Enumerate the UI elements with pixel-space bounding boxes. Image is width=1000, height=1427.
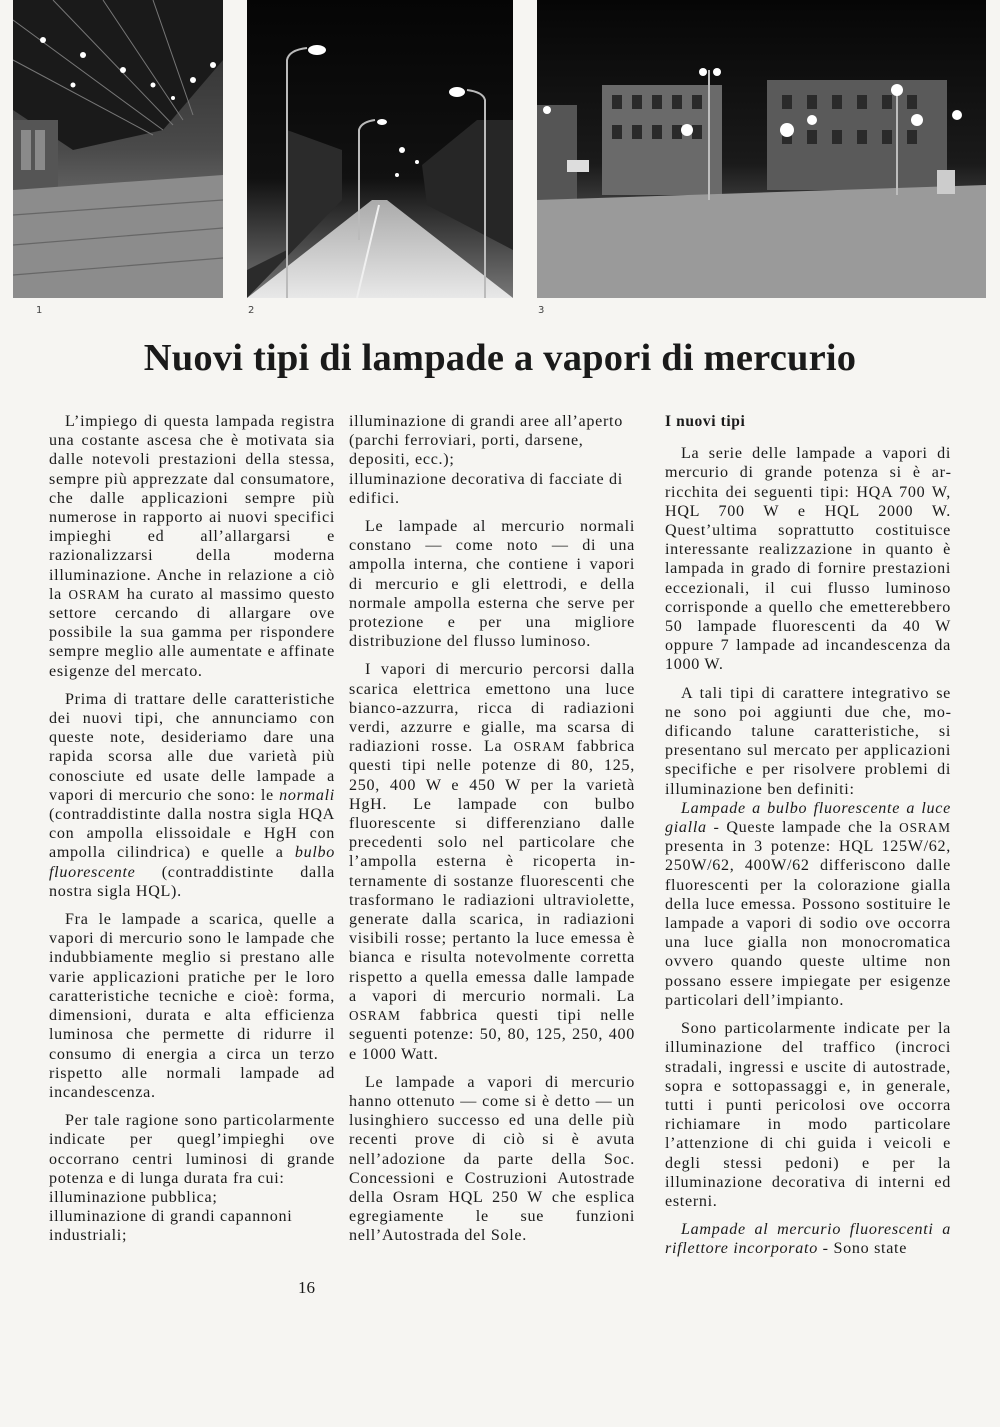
- page-number: 16: [298, 1278, 315, 1297]
- brand-name: OSRAM: [899, 820, 951, 836]
- article-title: Nuovi tipi di lampade a vapori di mercurio: [143, 337, 857, 379]
- paragraph: Le lampade a vapori di mercurio hanno ottenuto — come si è detto — un lusinghiero successo ed una delle più recenti prove di ciò si è avuta nell’adozione da parte della Soc. Concessioni e Costruzioni Autostrade della Osram HQL 250 W che esplica egregiamente le sue funzioni nell’Autostrada del Sole.: [349, 1073, 635, 1245]
- section-heading: I nuovi tipi: [665, 413, 746, 430]
- brand-name: OSRAM: [68, 586, 121, 602]
- paragraph: Prima di trattare delle caratteristiche dei nuovi tipi, che annunciamo con queste note, desideriamo dare una rapida scorsa alle due varietà più conosciute ed usate delle lampade a vapori di mercurio che sono: le normali (contraddistinte dalla nostra sigla HQA con ampolla elissoidale e HgH con ampolla cilindrica) e quelle a bulbo fluorescente (contraddistinte dalla nostra sigla HQL).: [49, 690, 335, 900]
- paragraph: Fra le lampade a scarica, quelle a vapori di mercurio sono le lampade che indubbiamente meglio si prestano alle varie applicazioni pratiche per le loro caratteristiche tecniche e cioè: forma, dimensioni, durata e alta efficienza luminosa che permette di ridurre il consumo di energia a circa un terzo rispetto alle normali lampade ad incandescenza.: [49, 911, 335, 1101]
- brand-name: OSRAM: [349, 1008, 401, 1024]
- paragraph: Sono particolarmente indicate per la illuminazione del traffico (incroci stradali, ingressi e uscite di autostrade, sopra e sottopassaggi e, in generale, tutti i punti pericolosi ove occorra richiamare in modo particolare l’attenzione di chi guida i veicoli e degli stessi pedoni) e per la illuminazione decorativa di interni ed esterni.: [665, 1020, 951, 1210]
- paragraph: Lampade a bulbo fluorescente a luce gialla - Queste lampade che la OSRAM presenta in 3 potenze: HQL 125W/62, 250W/62, 400W/62 differiscono dalle fluorescenti per la colorazione gialla della luce emessa. Possono sostituire le lampade a vapori di sodio ove occorra una luce gialla non monocromatica ovvero quando queste ultime non possano essere impiegate per esigenze particolari dell’impianto.: [665, 799, 951, 1009]
- list-item: illuminazione decorativa di facciate di edifici.: [349, 470, 623, 507]
- column-1: [49, 412, 335, 1246]
- paragraph: I vapori di mercurio percorsi dalla scarica elettrica emettono una luce bianco-azzurra, ricca di radiazioni verdi, azzurre e gialle, ma scarsa di radiazioni rosse. La OSRAM fabbrica questi tipi nelle potenze di 80, 125, 250, 400 W e 450 W per la varietà HgH. Le lampade con bulbo fluorescente si differenziano dalle precedenti solo nel particolare che l’ampolla esterna è ricoperta internamente di sostanze fluorescenti che trasformano le radiazioni ultraviolette, generate dalla scarica, in radiazioni visibili rosse; pertanto la luce emessa è bianca e risulta notevolmente corretta rispetto a quella emessa dalle lampade a vapori di mercurio normali. La OSRAM fabbrica questi tipi nelle seguenti potenze: 50, 80, 125, 250, 400 e 1000 Watt.: [349, 661, 635, 1063]
- photo-industrial-hall: [13, 0, 223, 298]
- list-item: illuminazione pubblica;: [49, 1188, 218, 1206]
- list-item: illuminazione di grandi capannoni industriali;: [49, 1208, 293, 1245]
- paragraph: Le lampade al mercurio normali constano — come noto — di una ampolla interna, che contiene i vapori di mercurio e gli elettrodi, e della normale ampolla esterna che serve per protezione e per una migliore distribuzione del flusso luminoso.: [349, 518, 635, 651]
- paragraph: Per tale ragione sono particolarmente indicate per quegl’impieghi ove occorrano centri luminosi di grande potenza e di lunga durata fra cui:: [49, 1112, 335, 1187]
- photo-label-2: 2: [248, 305, 255, 316]
- paragraph: La serie delle lampade a vapori di mercurio di grande potenza si è arricchita dei seguenti tipi: HQA 700 W, HQL 700 W e HQL 2000 W. Quest’ultima soprattutto costituisce interessante realizzazione in quanto è lampada in grado di fornire prestazioni eccezionali, il cui flusso luminoso corrisponde a quello che emetterebbero 50 lampade fluorescenti da 40 W oppure 7 lampade ad incandescenza da 1000 W.: [665, 445, 951, 674]
- photo-label-3: 3: [538, 305, 545, 316]
- paragraph: A tali tipi di carattere integrativo se ne sono poi aggiunti due che, modificando talune caratteristiche, si presentano sul mercato per applicazioni specifiche e per risolvere problemi di illuminazione ben definiti:: [665, 684, 951, 798]
- photo-label-1: 1: [36, 305, 43, 316]
- paragraph: Lampade al mercurio fluorescenti a riflettore incorporato - Sono state: [665, 1221, 951, 1258]
- photo-night-street: [247, 0, 513, 298]
- column-3: [665, 412, 951, 1268]
- photo-night-square: [537, 0, 986, 298]
- column-2: [349, 412, 635, 1255]
- list-item: illuminazione di grandi aree all’aperto (parchi ferroviari, porti, darsene, depositi, ecc.);: [349, 413, 623, 469]
- brand-name: OSRAM: [513, 739, 566, 755]
- paragraph: L’impiego di questa lampada registra una costante ascesa che è motivata sia dalle notevoli prestazioni della stessa, sempre più apprezzate dal consumatore, che dalle applicazioni sempre più numerose in rapporto ai nuovi specifici impieghi ed all’allargarsi e razionalizzarsi della moderna illuminazione. Anche in relazione a ciò la OSRAM ha curato al massimo questo settore cercando di allargare ove possibile la sua gamma per rispondere sempre meglio alle aumentate e affinate esigenze del mercato.: [49, 413, 335, 680]
